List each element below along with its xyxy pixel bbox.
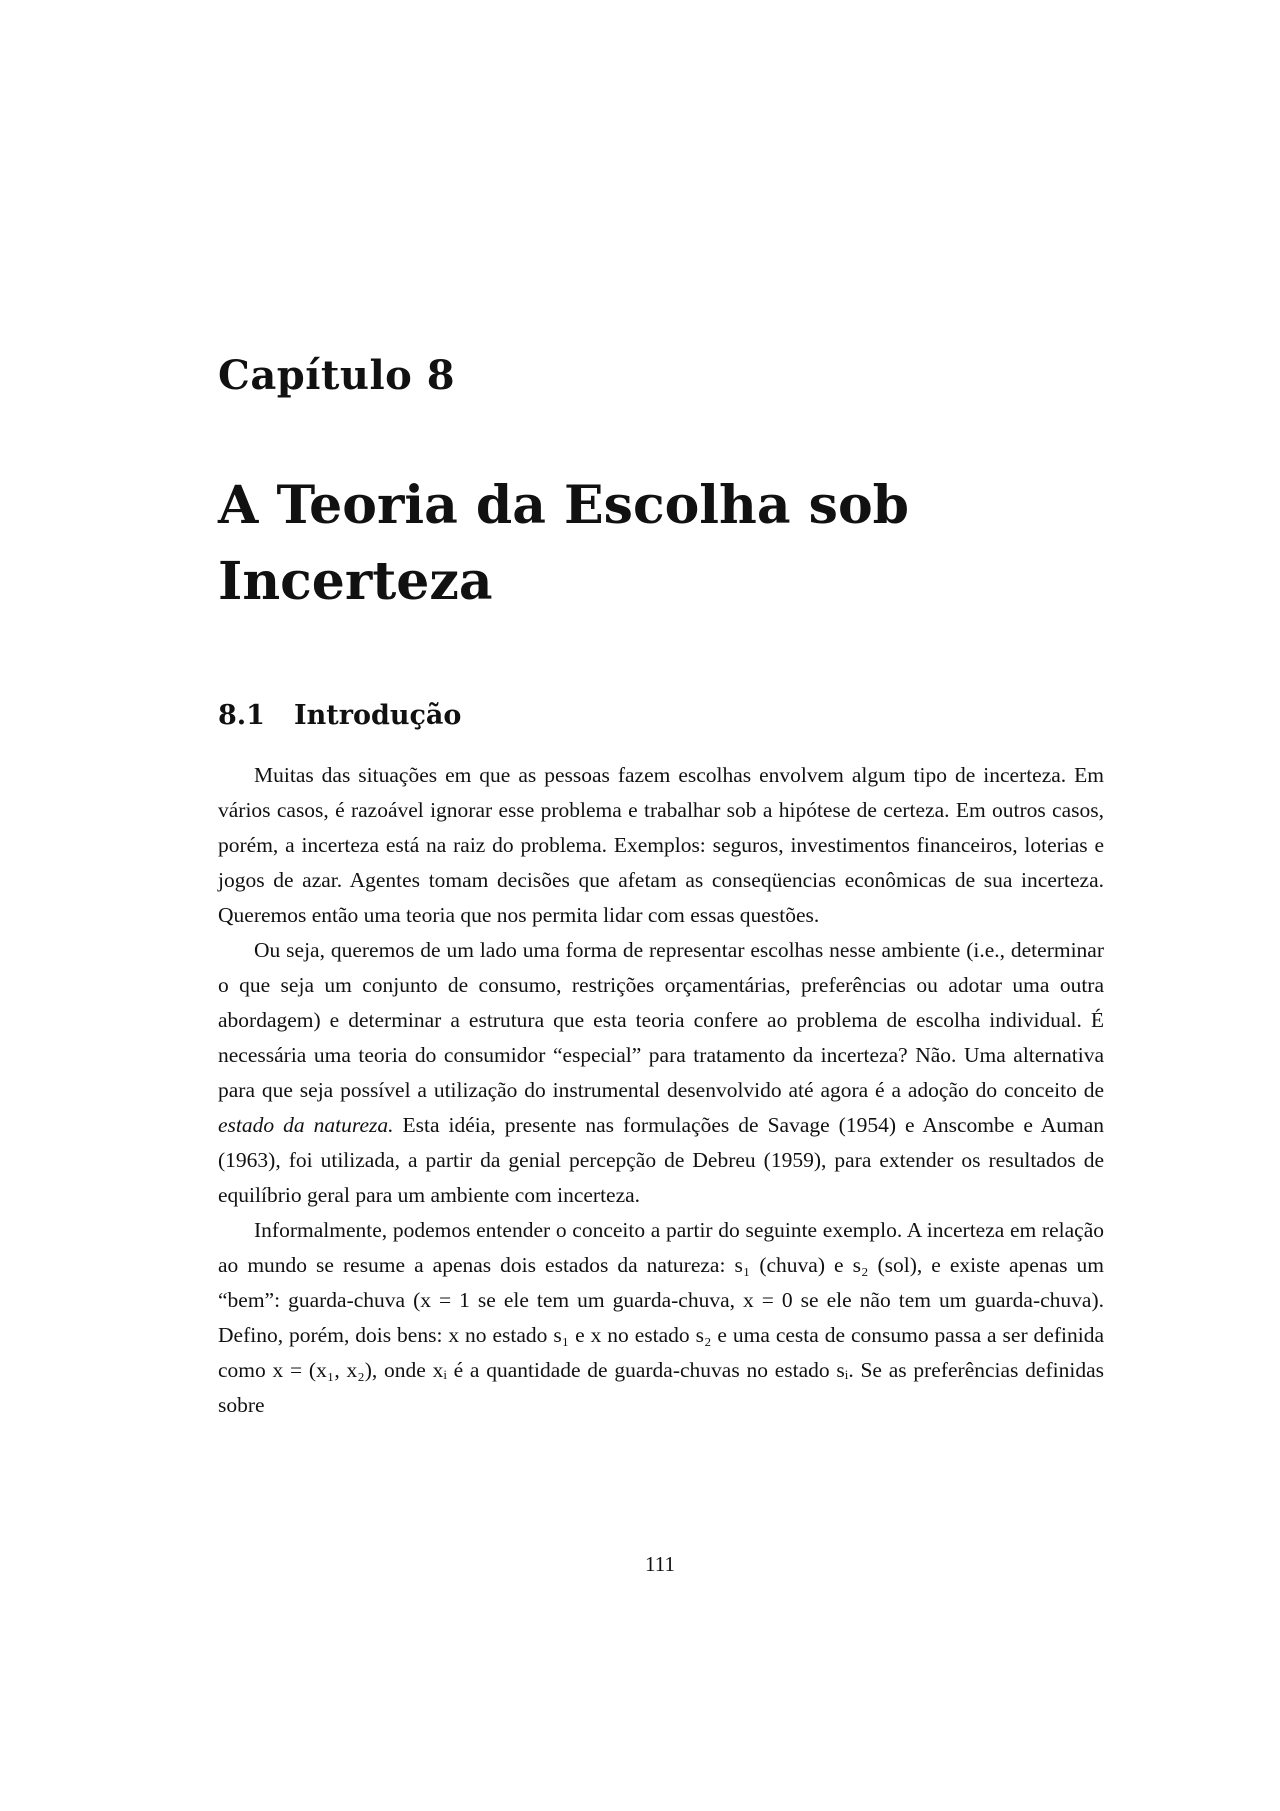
paragraph-2 bbox=[218, 933, 1104, 1213]
chapter-label: Capítulo 8 bbox=[218, 352, 456, 399]
section-heading bbox=[218, 700, 461, 731]
paragraph-3: Informalmente, podemos entender o conceito a partir do seguinte exemplo. A incerteza em relação ao mundo se resume a apenas dois estados da natureza: s₁ (chuva) e s₂ (sol), e existe apenas um “bem”: guarda-chuva (x = 1 se ele tem um guarda-chuva, x = 0 se ele não tem um guarda-chuva). Defino, porém, dois bens: x no estado s₁ e x no estado s₂ e uma cesta de consumo passa a ser definida como x = (x₁, x₂), onde xᵢ é a quantidade de guarda-chuvas no estado sᵢ. Se as preferências definidas sobre bbox=[218, 1218, 1104, 1417]
chapter-title-line-1: A Teoria da Escolha sob bbox=[218, 475, 909, 536]
section-number: 8.1 bbox=[218, 700, 265, 731]
page-number: 111 bbox=[645, 1552, 675, 1576]
paragraph-2-text-a: Ou seja, queremos de um lado uma forma de representar escolhas nesse ambiente (i.e., determinar o que seja um conjunto de consumo, restrições orçamentárias, preferências ou adotar uma outra abordagem) e determinar a estrutura que esta teoria confere ao problema de escolha individual. É necessária uma teoria do consumidor “especial” para tratamento da incerteza? Não. Uma alternativa para que seja possível a utilização do instrumental desenvolvido até agora é a adoção do conceito de bbox=[218, 938, 1104, 1102]
paragraph-2-text-b: Esta idéia, presente nas formulações de Savage (1954) e Anscombe e Auman (1963), foi utilizada, a partir da genial percepção de Debreu (1959), para extender os resultados de equilíbrio geral para um ambiente com incerteza. bbox=[218, 1113, 1104, 1207]
chapter-title-line-2: Incerteza bbox=[218, 551, 493, 612]
section-title: Introdução bbox=[294, 700, 462, 731]
paragraph-1: Muitas das situações em que as pessoas fazem escolhas envolvem algum tipo de incerteza. Em vários casos, é razoável ignorar esse problema e trabalhar sob a hipótese de certeza. Em outros casos, porém, a incerteza está na raiz do problema. Exemplos: seguros, investimentos financeiros, loterias e jogos de azar. Agentes tomam decisões que afetam as conseqüencias econômicas de sua incerteza. Queremos então uma teoria que nos permita lidar com essas questões. bbox=[218, 763, 1104, 927]
chapter-title bbox=[218, 468, 1118, 620]
body-text bbox=[218, 758, 1104, 1423]
paragraph-2-emphasis: estado da natureza. bbox=[218, 1113, 394, 1137]
